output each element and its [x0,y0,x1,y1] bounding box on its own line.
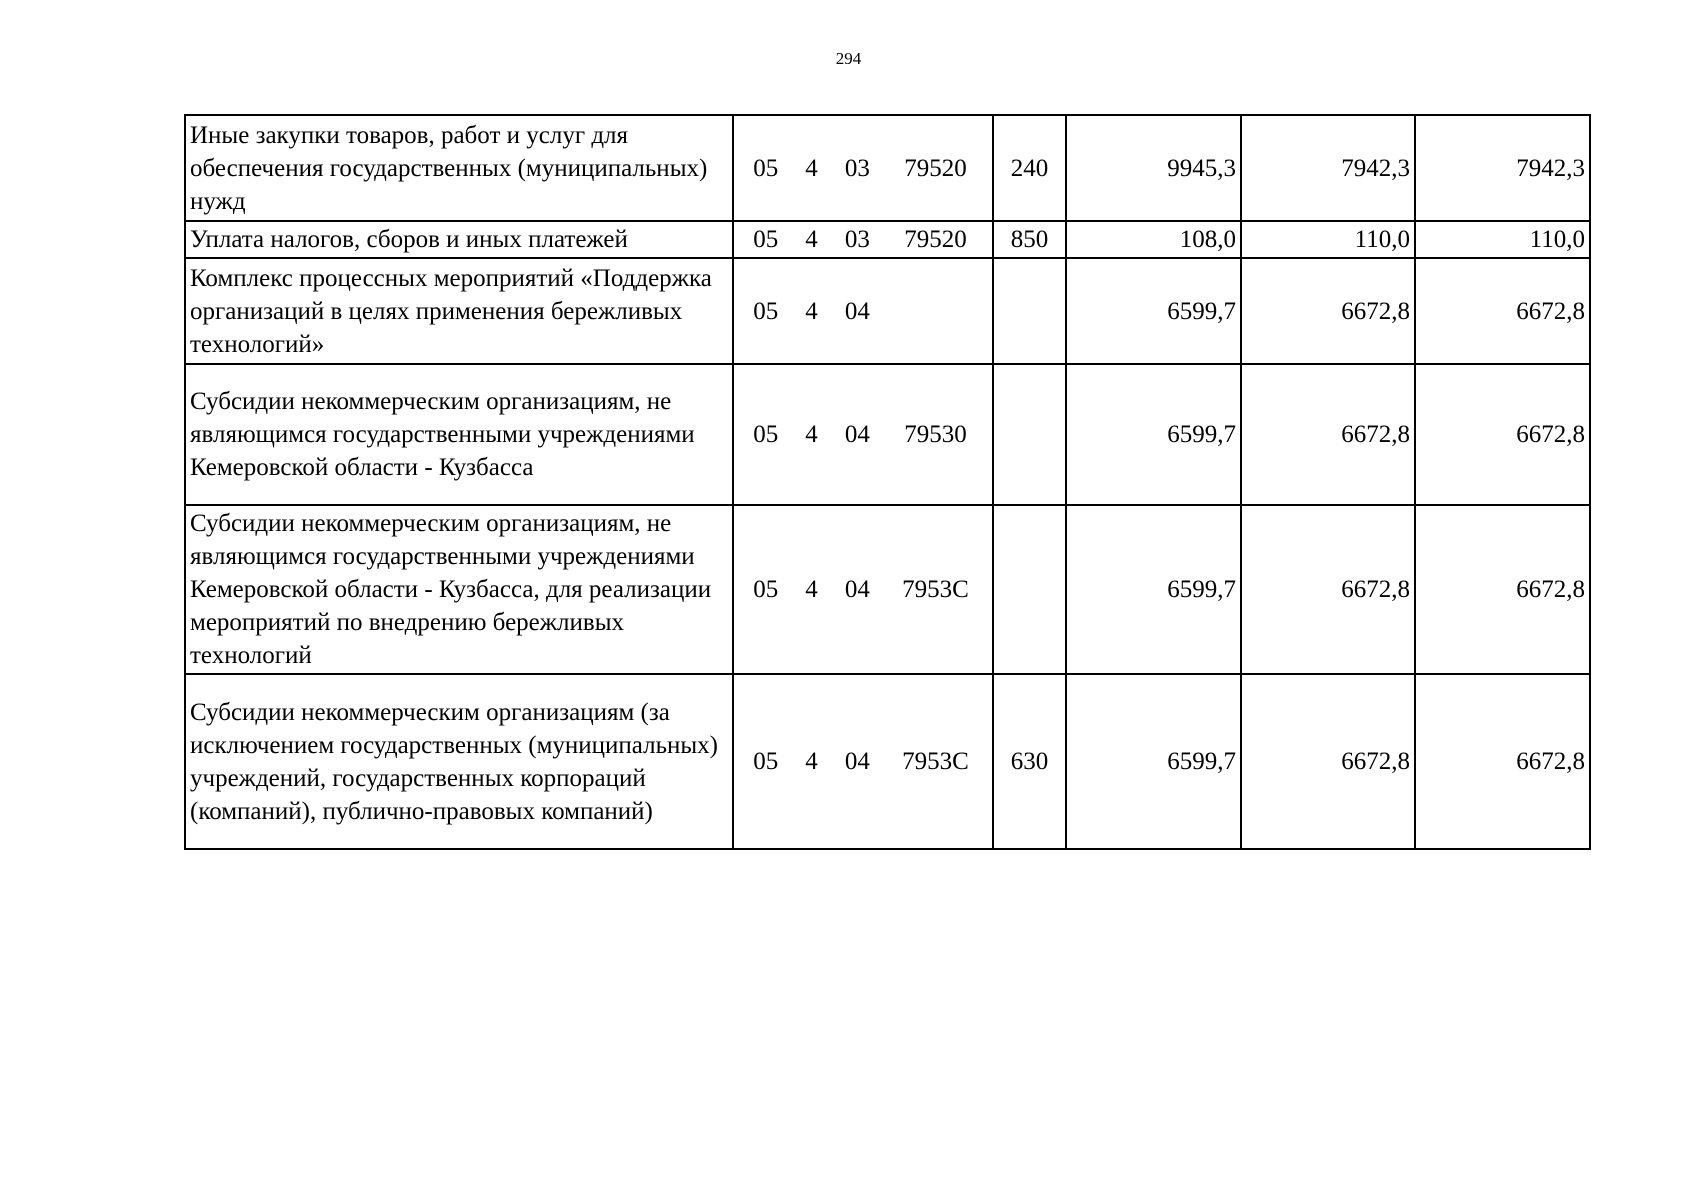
row-name-cell [185,115,733,221]
code-program-part: 4 [805,748,818,775]
row-name: Комплекс процессных мероприятий «Поддержка организаций в целях применения бережливых технологий» [190,264,712,358]
classification-code-cell [733,505,993,674]
amount-3-cell: 6672,8 [1415,505,1590,674]
table-row [185,364,1590,505]
code-direction: 79530 [904,421,967,448]
code-program-part: 4 [805,154,818,182]
classification-code-cell [733,364,993,505]
expense-type-cell: 240 [993,115,1066,221]
row-name-cell [185,258,733,364]
page-number: 294 [835,49,862,68]
table-row [185,258,1590,364]
amount-3-cell: 7942,3 [1415,115,1590,221]
code-direction: 79520 [904,226,967,253]
row-name-cell [185,505,733,674]
amount-2-cell: 6672,8 [1241,674,1415,849]
code-complex: 04 [844,576,870,603]
expense-type-cell: 850 [993,221,1066,258]
code-program-part: 4 [805,421,818,448]
expense-type-cell [993,505,1066,674]
classification-code-cell [733,674,993,849]
code-section: 05 [753,226,779,253]
code-complex: 04 [844,297,870,325]
row-name-cell [185,674,733,849]
code-program-part: 4 [805,226,818,253]
row-name: Субсидии некоммерческим организациям, не являющимся государственными учреждениями Кемеровской области - Кузбасса, для реализации мероприятий по внедрению бережливых технологий [190,510,712,669]
code-section: 05 [753,154,779,182]
amount-3-cell: 6672,8 [1415,364,1590,505]
table-row [185,674,1590,849]
amount-1-cell: 6599,7 [1066,674,1241,849]
code-complex: 04 [844,748,870,775]
code-section: 05 [753,297,779,325]
amount-1-cell: 6599,7 [1066,258,1241,364]
code-direction: 79520 [904,154,967,182]
code-complex: 03 [844,226,870,253]
amount-2-cell: 7942,3 [1241,115,1415,221]
code-program-part: 4 [805,576,818,603]
expense-type-cell [993,364,1066,505]
amount-2-cell: 110,0 [1241,221,1415,258]
amount-3-cell: 110,0 [1415,221,1590,258]
table-row [185,505,1590,674]
amount-3-cell: 6672,8 [1415,674,1590,849]
amount-2-cell: 6672,8 [1241,505,1415,674]
amount-1-cell: 108,0 [1066,221,1241,258]
amount-1-cell: 6599,7 [1066,364,1241,505]
code-direction: 7953С [902,576,969,603]
classification-code-cell [733,258,993,364]
classification-code-cell [733,221,993,258]
row-name: Уплата налогов, сборов и иных платежей [190,226,628,253]
amount-2-cell: 6672,8 [1241,258,1415,364]
code-section: 05 [753,748,779,775]
code-direction: 7953С [902,748,969,775]
amount-2-cell: 6672,8 [1241,364,1415,505]
row-name-cell [185,221,733,258]
expense-type-cell [993,258,1066,364]
row-name-cell [185,364,733,505]
row-name: Субсидии некоммерческим организациям (за исключением государственных (муниципальных) учреждений, государственных корпораций (компаний), публично-правовых компаний) [190,698,718,825]
budget-table [184,114,1591,850]
code-section: 05 [753,576,779,603]
row-name: Иные закупки товаров, работ и услуг для обеспечения государственных (муниципальных) нужд [190,121,708,215]
code-program-part: 4 [805,297,818,325]
table-row [185,221,1590,258]
classification-code-cell [733,115,993,221]
code-section: 05 [753,421,779,448]
expense-type-cell: 630 [993,674,1066,849]
amount-1-cell: 6599,7 [1066,505,1241,674]
amount-1-cell: 9945,3 [1066,115,1241,221]
code-complex: 04 [844,421,870,448]
table-row [185,115,1590,221]
amount-3-cell: 6672,8 [1415,258,1590,364]
code-complex: 03 [844,154,870,182]
row-name: Субсидии некоммерческим организациям, не являющимся государственными учреждениями Кемеровской области - Кузбасса [190,388,695,481]
